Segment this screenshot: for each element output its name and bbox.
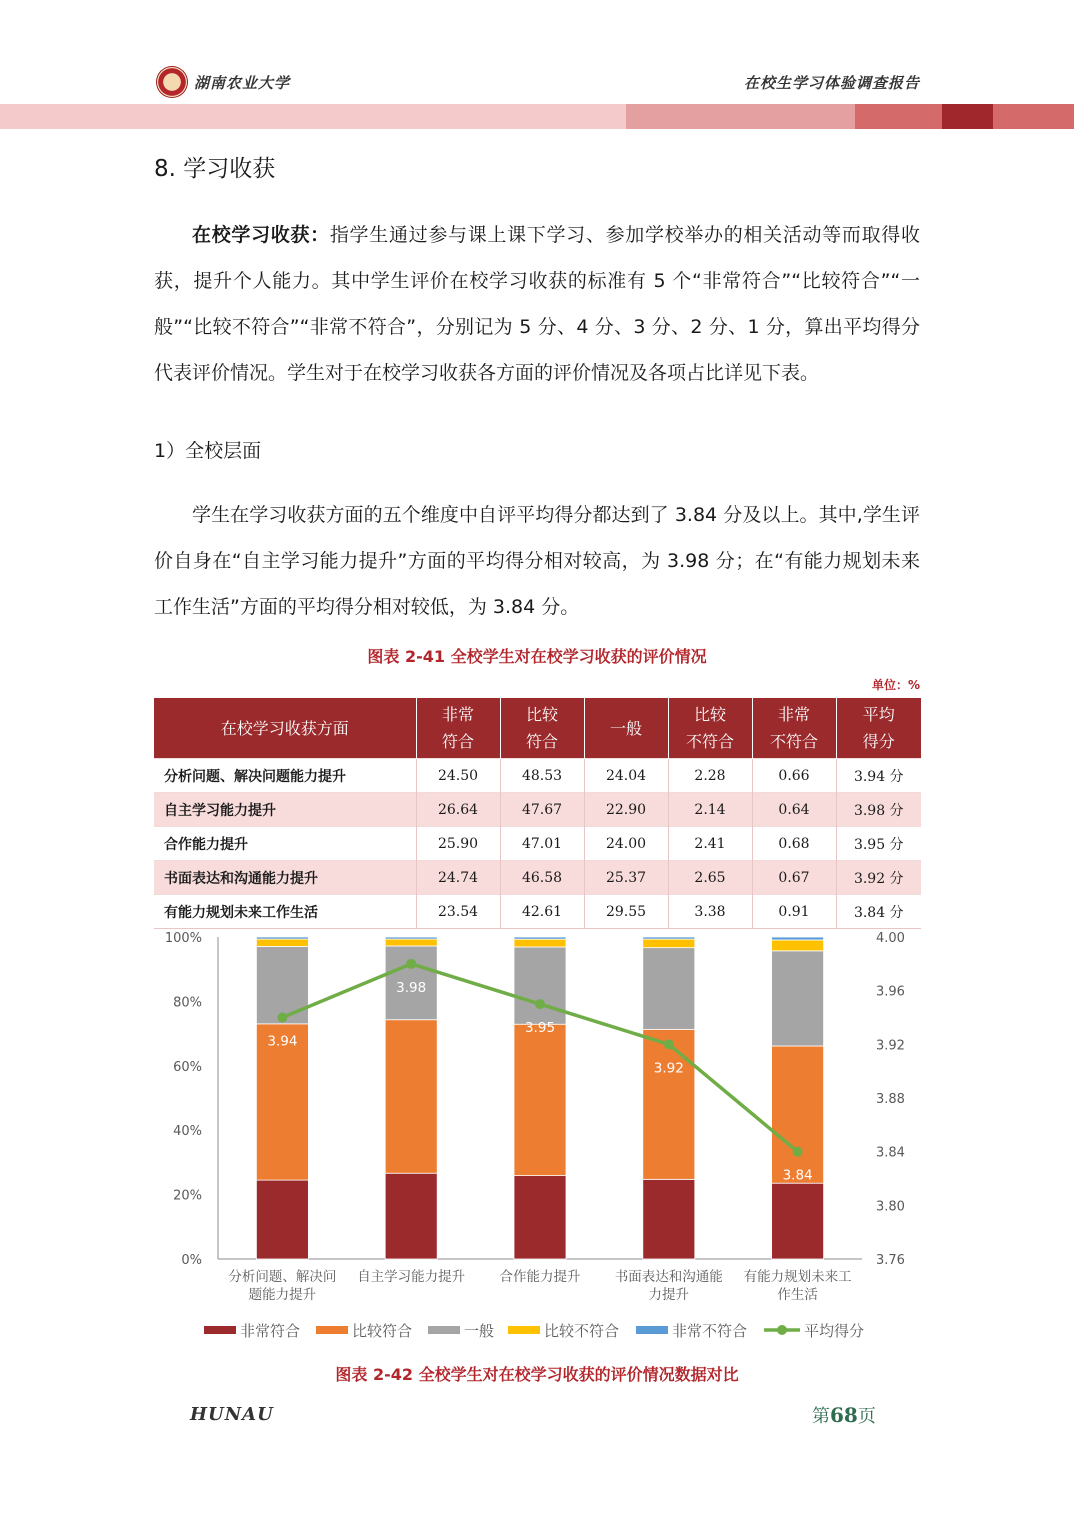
table-cell: 47.67 xyxy=(500,793,584,827)
table-cell: 0.64 xyxy=(752,793,836,827)
table-cell: 3.94 分 xyxy=(836,759,921,793)
intro-bold-term: 在校学习收获： xyxy=(192,224,330,246)
bar-segment xyxy=(385,1020,437,1173)
table-cell: 29.55 xyxy=(584,895,668,929)
table-cell: 23.54 xyxy=(416,895,500,929)
table-cell: 22.90 xyxy=(584,793,668,827)
bar-segment xyxy=(514,1176,566,1259)
bar-segment xyxy=(256,946,308,1023)
average-score-point xyxy=(664,1039,674,1049)
header-band-mid xyxy=(626,104,855,129)
table-row xyxy=(154,861,921,895)
legend-line-marker xyxy=(777,1325,787,1335)
intro-paragraph xyxy=(154,212,920,396)
table-cell: 3.84 分 xyxy=(836,895,921,929)
bar-segment xyxy=(772,1183,824,1259)
bar-segment xyxy=(256,939,308,946)
page-number-value: 68 xyxy=(830,1403,858,1427)
bar-segment xyxy=(514,947,566,1024)
header-band-darkest xyxy=(942,104,993,129)
table-row xyxy=(154,759,921,793)
right-axis-tick-label: 3.80 xyxy=(876,1199,905,1215)
table-cell: 24.00 xyxy=(584,827,668,861)
table-cell: 自主学习能力提升 xyxy=(154,793,416,827)
x-tick-label: 有能力规划未来工 xyxy=(743,1269,852,1285)
results-table xyxy=(154,698,921,929)
bar-segment xyxy=(256,937,308,939)
average-score-point xyxy=(535,999,545,1009)
table-cell: 2.14 xyxy=(668,793,752,827)
average-score-label: 3.94 xyxy=(267,1033,298,1050)
legend-label: 一般 xyxy=(464,1322,495,1340)
table-body xyxy=(154,759,921,929)
table-row xyxy=(154,793,921,827)
bar-segment xyxy=(514,937,566,939)
left-axis-tick-label: 0% xyxy=(181,1253,202,1268)
table-cell: 24.74 xyxy=(416,861,500,895)
table-cell: 合作能力提升 xyxy=(154,827,416,861)
average-score-point xyxy=(406,959,416,969)
bar-segment xyxy=(514,1024,566,1175)
table-header-cell: 在校学习收获方面 xyxy=(154,698,416,759)
legend-swatch xyxy=(316,1326,348,1334)
university-logo xyxy=(156,66,188,98)
legend-label: 比较符合 xyxy=(352,1322,413,1340)
table-cell: 25.90 xyxy=(416,827,500,861)
right-axis-tick-label: 3.96 xyxy=(876,984,905,1000)
table-row xyxy=(154,827,921,861)
right-axis-tick-label: 3.88 xyxy=(876,1092,905,1107)
average-score-label: 3.84 xyxy=(782,1167,813,1184)
footer-logo: HUNAU xyxy=(190,1404,274,1425)
table-cell: 2.41 xyxy=(668,827,752,861)
legend-swatch xyxy=(428,1326,460,1334)
bar-segment xyxy=(643,939,695,948)
legend-swatch xyxy=(636,1326,668,1334)
table-header-cell: 一般 xyxy=(584,698,668,759)
average-score-label: 3.92 xyxy=(653,1060,684,1077)
left-axis-tick-label: 60% xyxy=(173,1059,202,1075)
bar-segment xyxy=(772,951,824,1046)
header-band-dark xyxy=(855,104,942,129)
bar-segment xyxy=(643,948,695,1030)
table-cell: 0.67 xyxy=(752,861,836,895)
table-unit: 单位：% xyxy=(871,678,920,692)
table-cell: 2.65 xyxy=(668,861,752,895)
bar-segment xyxy=(643,937,695,939)
table-cell: 46.58 xyxy=(500,861,584,895)
table-header-cell: 非常 符合 xyxy=(416,698,500,759)
bar-segment xyxy=(385,937,437,939)
summary-paragraph: 学生在学习收获方面的五个维度中自评平均得分都达到了 3.84 分及以上。其中,学生评价自身在“自主学习能力提升”方面的平均得分相对较高，为 3.98 分；在“有能力规划未来工作生活”方面的平均得分相对较低，为 3.84 分。 xyxy=(154,504,920,618)
left-axis-tick-label: 40% xyxy=(173,1124,202,1140)
header-band xyxy=(0,104,626,129)
x-tick-label: 分析问题、解决问 xyxy=(228,1269,337,1285)
bar-segment xyxy=(643,1179,695,1259)
table-cell: 3.38 xyxy=(668,895,752,929)
table-cell: 书面表达和沟通能力提升 xyxy=(154,861,416,895)
table-cell: 2.28 xyxy=(668,759,752,793)
right-axis-tick-label: 3.92 xyxy=(876,1038,905,1054)
page-prefix: 第 xyxy=(812,1406,830,1427)
table-cell: 3.98 分 xyxy=(836,793,921,827)
bar-segment xyxy=(256,1180,308,1259)
page-number xyxy=(812,1402,876,1428)
header-band-end xyxy=(993,104,1074,129)
page-suffix: 页 xyxy=(857,1406,876,1427)
legend-label: 非常不符合 xyxy=(672,1322,748,1340)
intro-text: 指学生通过参与课上课下学习、参加学校举办的相关活动等而取得收获，提升个人能力。其中学生评价在校学习收获的标准有 5 个“非常符合”“比较符合”“一般”“比较不符合”“非常不符合”，分别记为 5 分、4 分、3 分、2 分、1 分，算出平均得分代表评价情况。学生对于在校学习收获各方面的评价情况及各项占比详见下表。 xyxy=(154,224,920,384)
table-cell: 0.66 xyxy=(752,759,836,793)
table-caption: 图表 2-41 全校学生对在校学习收获的评价情况 xyxy=(367,647,707,666)
legend-label: 比较不符合 xyxy=(544,1322,620,1340)
section-title: 8. 学习收获 xyxy=(154,156,276,182)
table-cell: 0.68 xyxy=(752,827,836,861)
average-score-point xyxy=(277,1013,287,1023)
left-axis-tick-label: 100% xyxy=(164,931,202,946)
left-axis-tick-label: 20% xyxy=(173,1188,202,1204)
bar-segment xyxy=(514,939,566,947)
table-cell: 47.01 xyxy=(500,827,584,861)
table-cell: 分析问题、解决问题能力提升 xyxy=(154,759,416,793)
bar-segment xyxy=(772,937,824,940)
table-cell: 有能力规划未来工作生活 xyxy=(154,895,416,929)
bar-segment xyxy=(385,1173,437,1259)
table-header-cell: 比较 符合 xyxy=(500,698,584,759)
table-cell: 24.50 xyxy=(416,759,500,793)
average-score-label: 3.98 xyxy=(396,979,427,996)
table-cell: 48.53 xyxy=(500,759,584,793)
right-axis-tick-label: 3.76 xyxy=(876,1253,905,1268)
table-cell: 24.04 xyxy=(584,759,668,793)
table-cell: 3.95 分 xyxy=(836,827,921,861)
table-header-row xyxy=(154,698,921,759)
header-university: 湖南农业大学 xyxy=(194,74,291,92)
right-axis-tick-label: 3.84 xyxy=(876,1145,905,1161)
legend-label: 平均得分 xyxy=(804,1322,865,1340)
table-header-cell: 非常 不符合 xyxy=(752,698,836,759)
stacked-bar-line-chart xyxy=(154,922,920,1352)
left-axis-tick-label: 80% xyxy=(173,995,202,1011)
subheading: 1）全校层面 xyxy=(154,440,262,462)
x-tick-label: 自主学习能力提升 xyxy=(357,1269,466,1285)
table-cell: 25.37 xyxy=(584,861,668,895)
average-score-label: 3.95 xyxy=(524,1020,556,1037)
bar-segment xyxy=(772,940,824,951)
x-tick-label: 力提升 xyxy=(648,1287,690,1303)
x-tick-label: 作生活 xyxy=(777,1287,818,1303)
table-header-cell: 平均 得分 xyxy=(836,698,921,759)
table-cell: 0.91 xyxy=(752,895,836,929)
x-tick-label: 合作能力提升 xyxy=(499,1269,581,1285)
bar-segment xyxy=(385,939,437,946)
bar-segment xyxy=(643,1029,695,1179)
legend-swatch xyxy=(508,1326,540,1334)
table-header-cell: 比较 不符合 xyxy=(668,698,752,759)
x-tick-label: 书面表达和沟通能 xyxy=(614,1269,723,1285)
legend-swatch xyxy=(204,1326,236,1334)
table-cell: 3.92 分 xyxy=(836,861,921,895)
average-score-point xyxy=(793,1147,803,1157)
chart-caption: 图表 2-42 全校学生对在校学习收获的评价情况数据对比 xyxy=(335,1365,739,1384)
bar-segment xyxy=(772,1046,824,1183)
table-cell: 26.64 xyxy=(416,793,500,827)
legend-label: 非常符合 xyxy=(240,1322,301,1340)
x-tick-label: 题能力提升 xyxy=(248,1287,317,1303)
right-axis-tick-label: 4.00 xyxy=(876,931,905,946)
header-report-title: 在校生学习体验调查报告 xyxy=(743,74,920,92)
table-cell: 42.61 xyxy=(500,895,584,929)
